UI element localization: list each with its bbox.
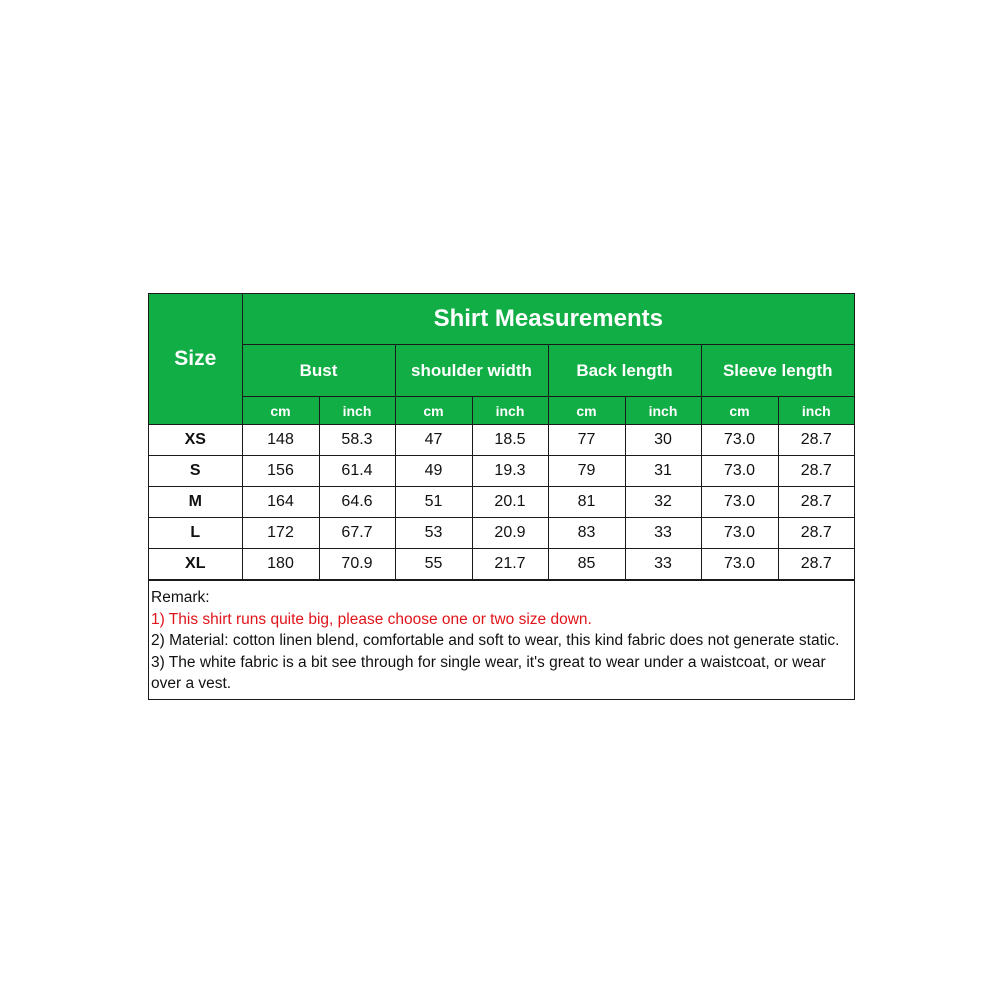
size-label: M — [149, 487, 242, 518]
table-cell: 51 — [395, 487, 472, 518]
remarks-section — [149, 580, 854, 699]
table-cell: 61.4 — [319, 456, 395, 487]
table-cell: 148 — [242, 425, 319, 456]
unit-header: cm — [701, 397, 778, 425]
table-cell: 33 — [625, 518, 701, 549]
table-cell: 73.0 — [701, 456, 778, 487]
table-cell: 73.0 — [701, 518, 778, 549]
group-header-back-length: Back length — [548, 345, 701, 397]
table-cell: 164 — [242, 487, 319, 518]
table-cell: 156 — [242, 456, 319, 487]
unit-header: inch — [472, 397, 548, 425]
table-cell: 70.9 — [319, 549, 395, 580]
size-label: XS — [149, 425, 242, 456]
table-cell: 81 — [548, 487, 625, 518]
table-cell: 32 — [625, 487, 701, 518]
table-cell: 53 — [395, 518, 472, 549]
size-chart — [148, 293, 855, 700]
table-cell: 49 — [395, 456, 472, 487]
table-cell: 73.0 — [701, 549, 778, 580]
table-cell: 20.9 — [472, 518, 548, 549]
remark-item-sizing: 1) This shirt runs quite big, please choose one or two size down. — [151, 610, 592, 628]
table-cell: 79 — [548, 456, 625, 487]
unit-header: cm — [395, 397, 472, 425]
group-header-sleeve-length: Sleeve length — [701, 345, 854, 397]
remarks-heading: Remark: — [151, 589, 210, 606]
table-row — [149, 549, 854, 580]
table-cell: 33 — [625, 549, 701, 580]
size-label: L — [149, 518, 242, 549]
table-cell: 77 — [548, 425, 625, 456]
unit-header: cm — [548, 397, 625, 425]
table-cell: 58.3 — [319, 425, 395, 456]
unit-header: inch — [319, 397, 395, 425]
table-cell: 47 — [395, 425, 472, 456]
unit-header: inch — [778, 397, 854, 425]
size-column-header: Size — [149, 294, 242, 425]
table-row — [149, 456, 854, 487]
table-cell: 73.0 — [701, 487, 778, 518]
table-cell: 172 — [242, 518, 319, 549]
size-label: XL — [149, 549, 242, 580]
measurement-table — [149, 294, 854, 580]
unit-header: cm — [242, 397, 319, 425]
size-label: S — [149, 456, 242, 487]
table-cell: 18.5 — [472, 425, 548, 456]
table-cell: 28.7 — [778, 518, 854, 549]
table-row — [149, 518, 854, 549]
unit-header: inch — [625, 397, 701, 425]
table-cell: 64.6 — [319, 487, 395, 518]
group-header-shoulder-width: shoulder width — [395, 345, 548, 397]
table-cell: 31 — [625, 456, 701, 487]
table-cell: 85 — [548, 549, 625, 580]
table-cell: 55 — [395, 549, 472, 580]
table-cell: 28.7 — [778, 487, 854, 518]
remark-item-fabric: 3) The white fabric is a bit see through for single wear, it's great to wear under a waistcoat, or wear over a vest. — [151, 653, 826, 692]
table-cell: 20.1 — [472, 487, 548, 518]
table-cell: 83 — [548, 518, 625, 549]
table-cell: 28.7 — [778, 549, 854, 580]
remark-item-material: 2) Material: cotton linen blend, comfortable and soft to wear, this kind fabric does not generate static. — [151, 632, 840, 649]
table-cell: 28.7 — [778, 425, 854, 456]
table-cell: 28.7 — [778, 456, 854, 487]
table-cell: 73.0 — [701, 425, 778, 456]
table-cell: 21.7 — [472, 549, 548, 580]
table-row — [149, 487, 854, 518]
table-cell: 180 — [242, 549, 319, 580]
table-row — [149, 425, 854, 456]
table-cell: 67.7 — [319, 518, 395, 549]
table-title: Shirt Measurements — [242, 294, 854, 345]
table-cell: 19.3 — [472, 456, 548, 487]
table-cell: 30 — [625, 425, 701, 456]
group-header-bust: Bust — [242, 345, 395, 397]
